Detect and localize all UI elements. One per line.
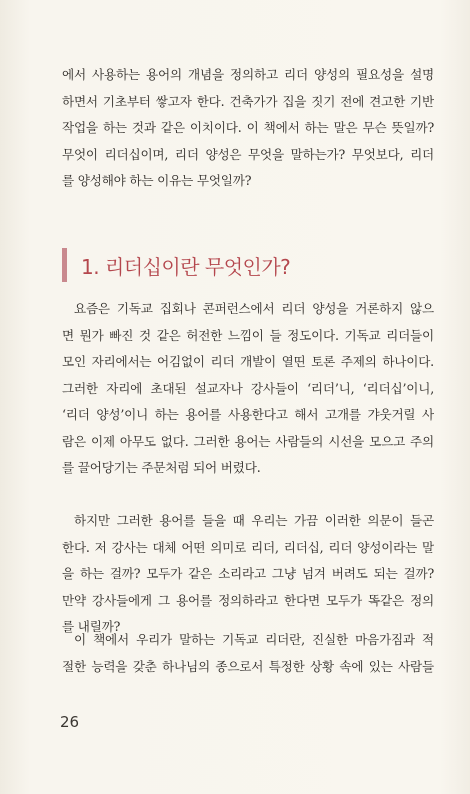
paragraph-body-2 (62, 508, 434, 641)
paragraph-body-3 (62, 627, 434, 680)
text-line: 하면서 기초부터 쌓고자 한다. 건축가가 집을 짓기 전에 견고한 기반 (62, 93, 434, 109)
text-line: 를 끌어당기는 주문처럼 되어 버렸다. (62, 460, 261, 475)
paragraph-body-1 (62, 296, 434, 482)
section-title: 1. 리더십이란 무엇인가? (81, 254, 291, 279)
text-line: ‘리더 양성’이니 하는 용어를 사용한다고 해서 고개를 갸웃거릴 사 (62, 407, 434, 422)
text-line: 을 하는 걸까? 모두가 같은 소리라고 그냥 넘겨 버려도 되는 걸까? (62, 566, 434, 581)
text-line: 그러한 자리에 초대된 설교자나 강사들이 ‘리더’니, ‘리더십’이니, (62, 380, 434, 396)
heading-accent-bar (62, 248, 67, 282)
text-line: 작업을 하는 것과 같은 이치이다. 이 책에서 하는 말은 무슨 뜻일까? (62, 120, 434, 135)
text-line: 절한 능력을 갖춘 하나님의 종으로서 특정한 상황 속에 있는 사람들 (62, 658, 434, 674)
text-line: 람은 이제 아무도 없다. 그러한 용어는 사람들의 시선을 모으고 주의 (62, 433, 434, 449)
text-line: 모인 자리에서는 어김없이 리더 개발이 열띤 토론 주제의 하나이다. (62, 354, 434, 369)
text-line: 만약 강사들에게 그 용어를 정의하라고 한다면 모두가 똑같은 정의 (62, 592, 434, 608)
text-line: 면 뭔가 빠진 것 같은 허전한 느낌이 들 정도이다. 기독교 리더들이 (62, 327, 434, 343)
text-line: 하지만 그러한 용어를 들을 때 우리는 가끔 이러한 의문이 들곤 (74, 513, 434, 528)
text-line: 한다. 저 강사는 대체 어떤 의미로 리더, 리더십, 리더 양성이라는 말 (62, 539, 434, 555)
text-line: 를 내릴까? (62, 619, 121, 634)
text-line: 에서 사용하는 용어의 개념을 정의하고 리더 양성의 필요성을 설명 (62, 67, 434, 82)
paragraph-intro (62, 62, 434, 195)
text-line: 를 양성해야 하는 이유는 무엇일까? (62, 173, 252, 188)
text-line: 무엇이 리더십이며, 리더 양성은 무엇을 말하는가? 무엇보다, 리더 (62, 146, 434, 162)
section-heading (62, 248, 290, 282)
text-line: 이 책에서 우리가 말하는 기독교 리더란, 진실한 마음가짐과 적 (74, 632, 434, 647)
page-number: 26 (60, 713, 80, 731)
text-line: 요즘은 기독교 집회나 콘퍼런스에서 리더 양성을 거론하지 않으 (74, 301, 434, 316)
